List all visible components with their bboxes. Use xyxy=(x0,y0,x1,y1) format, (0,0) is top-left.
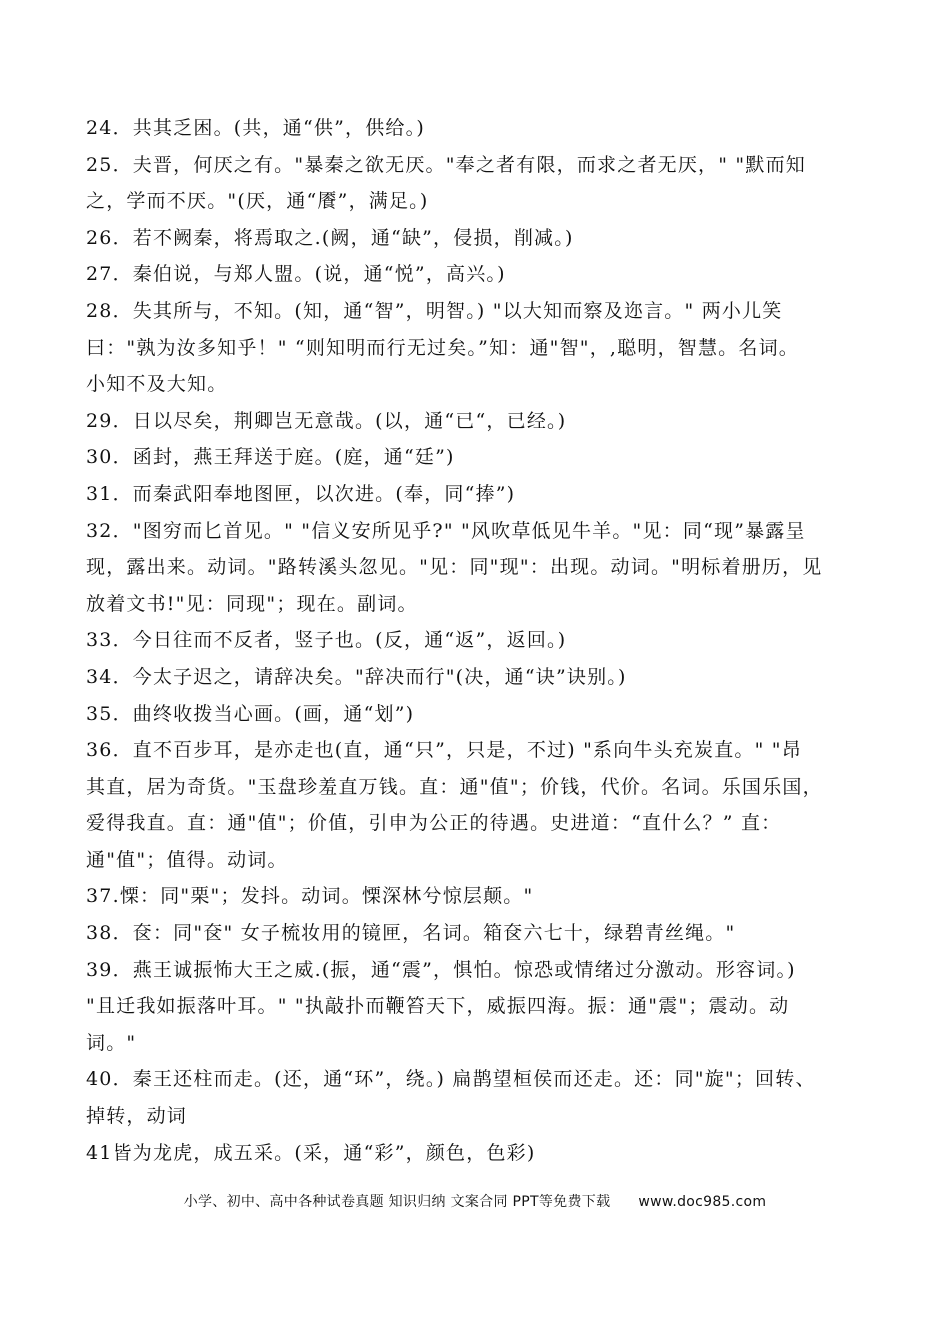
text-line: 28．失其所与，不知。(知，通“智”，明智。) "以大知而察及迩言。" 两小儿笑 xyxy=(86,299,783,322)
text-line: 之，学而不厌。"(厌，通“餍”，满足。) xyxy=(86,190,429,213)
footer-text: 小学、初中、高中各种试卷真题 知识归纳 文案合同 PPT等免费下载 xyxy=(183,1194,611,1210)
text-line: 25．夫晋，何厌之有。"暴秦之欲无厌。"奉之者有限，而求之者无厌，" "默而知 xyxy=(86,153,806,176)
text-line: 24．共其乏困。(共，通“供”，供给。) xyxy=(86,117,425,139)
text-line: 41皆为龙虎，成五采。(采，通“彩”，颜色，色彩) xyxy=(86,1141,536,1164)
text-line: 现，露出来。动词。"路转溪头忽见。"见：同"现"：出现。动词。"明标着册历，见 xyxy=(86,556,823,579)
text-line: 30．函封，燕王拜送于庭。(庭，通“廷”) xyxy=(86,446,455,469)
text-line: 26．若不阙秦，将焉取之.(阙，通“缺”，侵损，削减。) xyxy=(86,226,574,249)
text-line: 32．"图穷而匕首见。" "信义安所见乎?" "风吹草低见牛羊。"见：同“现”暴露呈 xyxy=(86,519,806,542)
text-line: 词。" xyxy=(86,1031,137,1054)
text-line: 曰："孰为汝多知乎！" “则知明而行无过矣。”知：通"智"，,聪明，智慧。名词。 xyxy=(86,336,799,359)
text-line: 35．曲终收拨当心画。(画，通“划”) xyxy=(86,702,415,725)
footer-url-link[interactable]: www.doc985.com xyxy=(638,1194,767,1210)
text-line: 爱得我直。直：通"值"；价值，引申为公正的待遇。史进道：“直什么？” 直： xyxy=(86,812,782,835)
text-line: 36．直不百步耳，是亦走也(直，通“只”，只是，不过) "系向牛头充炭直。" "昂 xyxy=(86,739,802,762)
text-line: 31．而秦武阳奉地图匣，以次进。(奉，同“捧”) xyxy=(86,482,516,505)
text-line: 38．奁：同"奁" 女子梳妆用的镜匣，名词。箱奁六七十，绿碧青丝绳。" xyxy=(86,922,736,945)
document-body xyxy=(86,110,868,1171)
text-line: 37.慄：同"栗"；发抖。动词。慄深林兮惊层颠。" xyxy=(86,885,534,908)
text-line: 40．秦王还柱而走。(还，通“环”，绕。) 扁鹊望桓侯而还走。还：同"旋"；回转、 xyxy=(86,1068,816,1091)
text-line: "且迁我如振落叶耳。" "执敲扑而鞭笞天下，威振四海。振：通"震"；震动。动 xyxy=(86,995,790,1018)
text-line: 掉转，动词 xyxy=(86,1105,188,1128)
text-line: 小知不及大知。 xyxy=(86,373,228,396)
text-line: 其直，居为奇货。"玉盘珍羞直万钱。直：通"值"；价钱，代价。名词。乐国乐国， xyxy=(86,775,823,798)
text-line: 放着文书!"见：同现"；现在。副词。 xyxy=(86,592,418,615)
text-line: 33．今日往而不反者，竖子也。(反，通“返”，返回。) xyxy=(86,629,567,652)
text-line: 29．日以尽矣，荆卿岂无意哉。(以，通“已“，已经。) xyxy=(86,409,567,432)
text-line: 27．秦伯说，与郑人盟。(说，通“悦”，高兴。) xyxy=(86,263,506,286)
text-line: 39．燕王诚振怖大王之威.(振，通“震”，惧怕。惊恐或情绪过分激动。形容词。) xyxy=(86,958,796,981)
page-footer xyxy=(0,1191,950,1211)
text-line: 通"值"；值得。动词。 xyxy=(86,848,288,871)
text-line: 34．今太子迟之，请辞决矣。"辞决而行"(决，通“诀”诀别。) xyxy=(86,665,627,688)
